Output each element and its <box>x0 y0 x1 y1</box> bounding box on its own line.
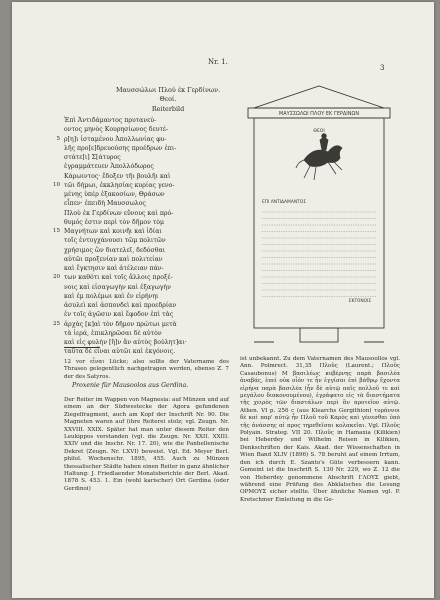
inscription-line <box>64 338 264 347</box>
inscription-line <box>64 264 264 273</box>
line-text: μένης ὑπὲρ ἑξακοσίων, Θράσων <box>64 191 165 198</box>
line-number: 15 <box>53 228 60 234</box>
line-text: εἶπεν· ἐπειδὴ Μαυσσωλος <box>64 200 146 208</box>
inscription-title: Μαυσσώλωι Πλού έκ Γερδίνων. <box>115 86 221 94</box>
inscription-line <box>64 255 264 264</box>
line-number: 5 <box>56 135 60 142</box>
stele-pediment <box>254 86 384 108</box>
inscription-line <box>64 172 264 181</box>
line-text: ταῦτα δὲ εἶναι αὐτῶι καὶ ἐκγόνοις. <box>64 348 176 356</box>
line-text: νοις καὶ εἰσαγωγὴν καὶ ἐξαγωγὴν <box>64 283 171 291</box>
stele-shaft <box>254 118 384 328</box>
inscription-text <box>53 116 264 357</box>
line-text: τοῖς ἐντυγχάνουσι τῶμ πολιτῶν <box>64 237 166 245</box>
line-text: καὶ ἐμ πολέμωι καὶ ἐν εἰρήνηι <box>64 292 159 300</box>
inscription-line <box>64 283 264 292</box>
line-text: Μαγνήτων καὶ κοινῆι καὶ ἰδίαι <box>64 228 162 235</box>
page-number: 3 <box>380 64 385 72</box>
inscription-line <box>56 135 264 144</box>
stele-drawing <box>244 82 394 346</box>
stele-text-lines <box>262 212 376 297</box>
line-text: χρήσιμος ὢν διατελεῖ, δεδόσθαι <box>64 246 166 254</box>
right-column-text: ist unbekannt. Zu dem Vaternamen des Mausoollos vgl. Ann. Polmrect. 31,35 Πλοῦς (Laurent.; Πλοῦς Casaubonus) Μ βασιλέως κυβέρνης παρὰ βασιλέα ἀναβάς, ἐπεὶ οὐκ οἶόν τε ἦν ἐγγίσαι ἐπὶ βάθρῳ ἔχοντα εἰρήνα παρὰ βασιλέα (ἦν δὲ αὐτῷ παῖς πολλοῦ τε καὶ μεγάλου διακονουμένου), ἐγράφατο εἰς τὰ διαστήματα τῆς χειρὸς τῶν διαστάλων περὶ ἂν προτεῖον αὐτῷ. Athen. VI p. 256 c (aus Klearchs Gergithion) τυράννοι δὲ καὶ παρ' αὐτῷ ἦν Πλοῦ τοῦ Καρὸς καὶ γένεσθαι ὑπὸ τῆς ἀνάσσης αἱ προς τηρεθεῖσαι κολακεῖαι. Vgl. Πλοῦς Polyain. Strateg. VII 20. Πλοῦς in Hamaxia (Kilikien) bei Heberdey und Wilhelm Reisen in Kilikien, Denkschriften der Kais. Akad. der Wissenschaften in Wien Band XLIV (1896) S. 78 beruht auf einem Irrtum, den ich durch E. Szanto's Güte verbessern kann. Gemeint ist die Inschrift S. 130 Nr. 229, wo Z. 12 die von Heberdey genommene Abschrift ΓΛΟΥΣ giebt, während eine Prüfung des Abklatsches die Lesung ΟΡΜΟΥΣ sicher stellte. Über ähnliche Namen vgl. P. Kretschmer Einleitung in die Ge- <box>240 356 400 503</box>
stele-bottom-inscription: ΕΚΓΟΝΟΙΣ <box>348 299 372 304</box>
line-text: στάτε[ι] Σ[άτυρος <box>64 154 121 161</box>
inscription-line <box>64 153 264 162</box>
document-page <box>12 2 434 598</box>
inscription-line <box>64 162 264 171</box>
line-text: ἀρχὰς [κ]αὶ τὸν δῆμον πρώτωι μετὰ <box>64 320 177 328</box>
line-text: τῶι δήμωι, ἐκκλησίας κυρίας γενο- <box>64 181 175 189</box>
line-text: θυμός ἐστιν περὶ τὸν δῆμον τὸμ <box>64 218 165 226</box>
inscription-line <box>64 116 264 125</box>
left-column-text: Der Reiter im Wappen von Magnesia: auf Münzen und auf einem an der Südwestecke der Agora gefundenen Ziegelfragment, auch am Kopf der Inschrift Nr. 90. Die Magneten waren auf (ihre Reiterei stolz; vgl. Zeugn. Nr. XXVIII. XXIX. Später hat man unter diesem Reiter den Leukippos verstanden (vgl. die Zeugn. Nr. XXII. XXIII. XXIV und die Inschr. Nr. 17. 20), wie die Panhellenische Dekret (Zeugn. Nr. LXVI) beweist. Vgl. Ed. Meyer Berl. philol. Wochenschr. 1895, 455. Auch zu Münzen thessalischer Städte haben einen Reiter in ganz ähnlicher Haltung: J. Friedlaender Monatsberichte der Berl. Akad. 1878 S. 453. 1. Ein (wohl karischer) Ort Gerdina (oder Gerdinoi) <box>64 397 229 492</box>
line-text: Πλοὺ ἐκ Γερδίνων εὔνους καὶ πρό- <box>64 209 174 217</box>
inscription-line <box>64 190 264 199</box>
inscription-line <box>64 218 264 227</box>
inscription-line <box>64 246 264 255</box>
stele-top-inscription: ΜΑΥΣΣΩΛΩΙ ΠΛΟΥ ΕΚ ΓΕΡΔΙΝΩΝ <box>278 111 360 117</box>
line-text: ἀσυλεὶ καὶ ἀσπονδεὶ καὶ προεδρίαν <box>64 302 177 309</box>
inscription-line <box>64 347 264 356</box>
inscription-line <box>64 310 264 319</box>
inscription-line <box>64 236 264 245</box>
line-text: ἐγραμμάτευεν Ἀπολλόδωρος <box>64 163 154 171</box>
line-text: ἐν τοῖς ἀγῶσιν καὶ ἔφοδον ἐπὶ τὰς <box>64 311 174 319</box>
stele-tenon <box>300 328 338 342</box>
line-text: ρ[η]ι ἱσταμένου Ἀπολλωνίας φυ- <box>64 135 167 143</box>
line-number: 20 <box>53 274 60 281</box>
inscription-gods: Θεοί. <box>159 95 177 104</box>
inscription-line <box>64 301 264 310</box>
inscription-line <box>53 227 264 236</box>
section-number: Nr. 1. <box>208 58 228 66</box>
stele-gods-inscription: ΘΕΟΙ <box>313 129 325 134</box>
line-text: οντος μηνὸς Κουρησίωνος δευτέ- <box>64 126 169 134</box>
inscription-line <box>64 209 264 218</box>
footnote-rule <box>64 347 100 348</box>
stele-middle-inscription: ΕΠΙ ΑΝΤΙΔΑΜΑΝΤΟΣ <box>262 200 307 205</box>
line-text: τὰ ἱερά, ἐπικληρῶσαι δὲ αὐτὸν <box>64 329 162 337</box>
line-text: καὶ εἰς φυλὴν [ἣ]ν ἂν αὐτὸς βούλητ]αι· <box>64 339 187 346</box>
line-text: καὶ ἔγκτησιν καὶ ἀτέλειαν πάν- <box>64 265 164 272</box>
inscription-line <box>64 329 264 338</box>
line-number: 10 <box>53 181 60 188</box>
inscription-line <box>64 199 264 208</box>
line-text: λῆς προ[ε]δρευούσης προέδρων ἐπι- <box>64 144 177 152</box>
inscription-line <box>53 181 264 190</box>
line-text: αὐτῶι προξενίαν καὶ πολιτείαν <box>64 255 163 263</box>
inscription-line <box>53 273 264 282</box>
inscription-line <box>64 144 264 153</box>
horse-rider-relief-icon <box>296 134 342 180</box>
line-text: των καθότι καὶ τοῖς ἄλλοις προξέ- <box>64 274 173 282</box>
inscription-relief-note: Reiterbild <box>151 104 185 113</box>
inscription-line <box>64 125 264 134</box>
footnote: 12 vor εἶναι Lücke; also sollte der Vatername des Thraseo gelegentlich nachgetragen werden, ebenso Z. 7 der des Satyros. <box>64 359 229 380</box>
line-text: Κάρωιντος· ἔδοξεν τῆι βουλῆι καὶ <box>64 172 171 180</box>
section-title: Proxenie für Mausoolos aus Gerdina. <box>72 382 189 389</box>
line-text: Ἐπὶ Ἀντιδάμαντος πρυτανεύ- <box>64 117 157 124</box>
inscription-heading <box>98 86 238 114</box>
line-number: 25 <box>53 320 60 327</box>
inscription-line <box>53 320 264 329</box>
inscription-line <box>64 292 264 301</box>
